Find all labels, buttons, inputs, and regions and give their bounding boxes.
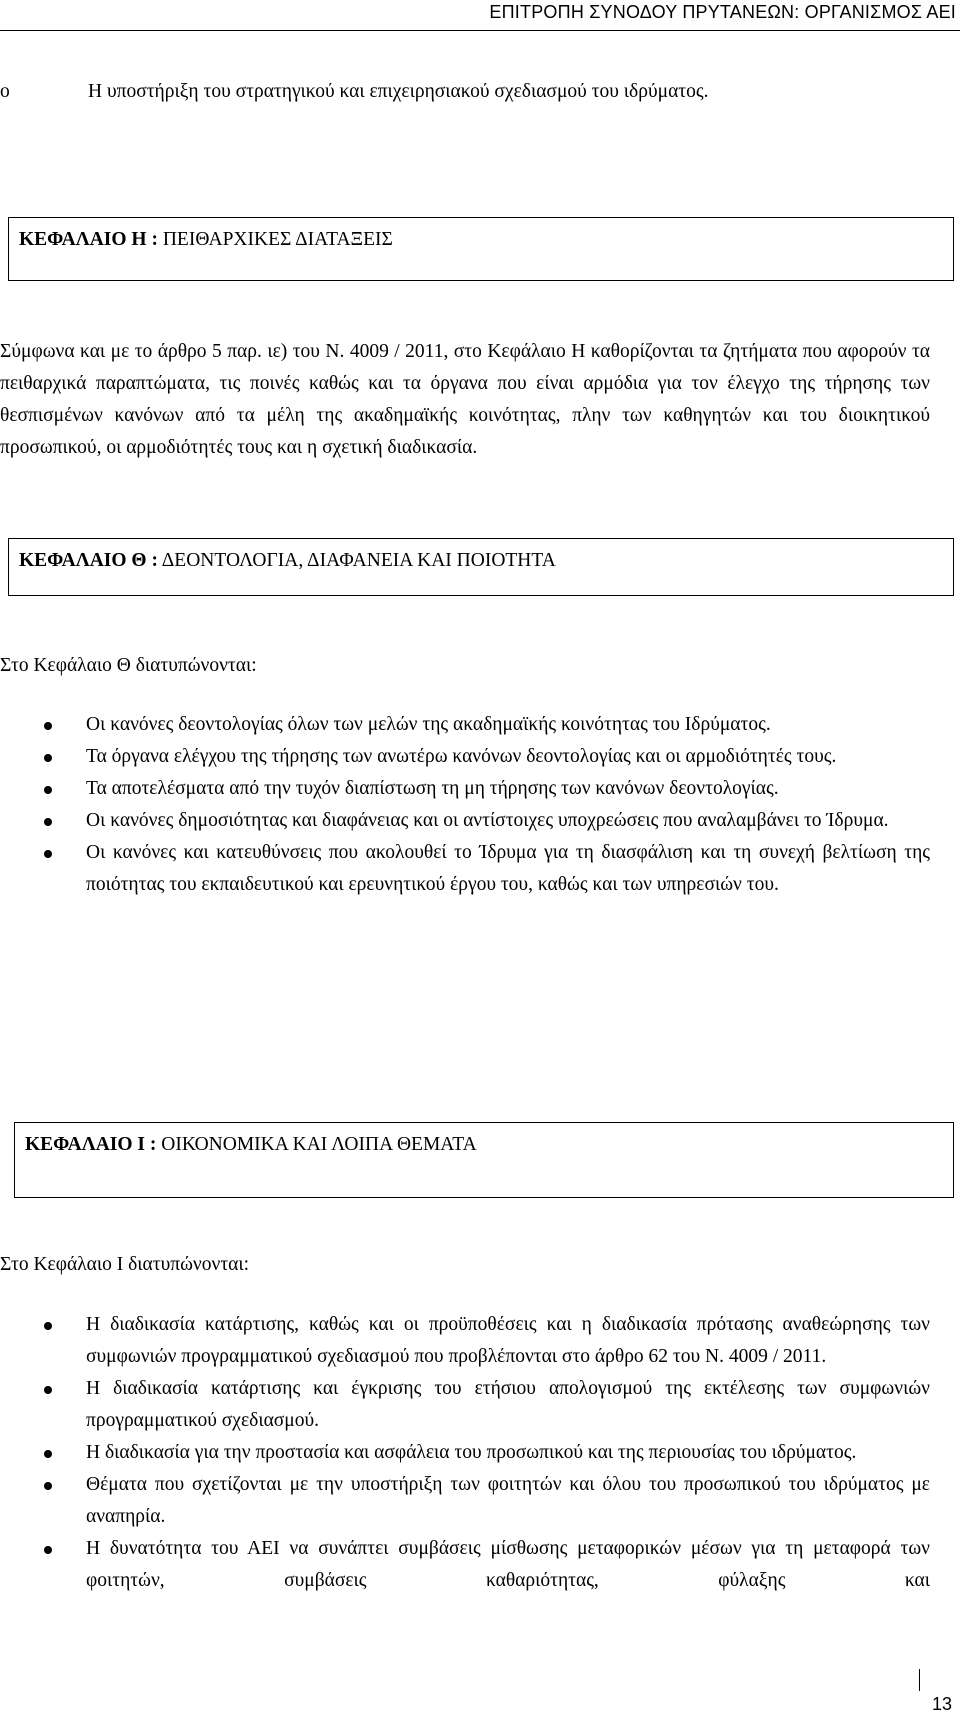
bullet-icon	[0, 1437, 86, 1469]
bullet-icon	[0, 741, 86, 773]
header-rule	[0, 30, 960, 31]
list-item: Η δυνατότητα του ΑΕΙ να συνάπτει συμβάσεις μίσθωσης μεταφορικών μέσων για τη μεταφορά των φοιτητών, συμβάσεις καθαριότητας, φύλαξης και	[0, 1533, 930, 1597]
bullet-icon	[0, 773, 86, 805]
bullet-icon	[0, 1533, 86, 1597]
chapter-i-intro: Στο Κεφάλαιο Ι διατυπώνονται:	[0, 1254, 250, 1275]
list-item: Η διαδικασία για την προστασία και ασφάλεια του προσωπικού και της περιουσίας του ιδρύματος.	[0, 1437, 930, 1469]
list-item: Θέματα που σχετίζονται με την υποστήριξη των φοιτητών και όλου του προσωπικού του ιδρύματος με αναπηρία.	[0, 1469, 930, 1533]
list-item: Οι κανόνες και κατευθύνσεις που ακολουθεί το Ίδρυμα για τη διασφάλιση και τη συνεχή βελτίωση της ποιότητας του εκπαιδευτικού και ερευνητικού έργου του, καθώς και των υπηρεσιών του.	[0, 837, 930, 901]
bullet-icon	[0, 837, 86, 901]
list-item: Οι κανόνες δεοντολογίας όλων των μελών της ακαδημαϊκής κοινότητας του Ιδρύματος.	[0, 709, 930, 741]
chapter-h-title: ΠΕΙΘΑΡΧΙΚΕΣ ΔΙΑΤΑΞΕΙΣ	[157, 229, 393, 250]
chapter-th-heading-box	[8, 538, 954, 596]
chapter-h-paragraph: Σύμφωνα και με το άρθρο 5 παρ. ιε) του Ν. 4009 / 2011, στο Κεφάλαιο Η καθορίζονται τα ζητήματα που αφορούν τα πειθαρχικά παραπτώματα, τις ποινές καθώς και τα όργανα που είναι αρμόδια για τον έλεγχο της τήρησης των θεσπισμένων κανόνων από τα μέλη της ακαδημαϊκής κοινότητας, πλην των καθηγητών και του διοικητικού προσωπικού, οι αρμοδιότητές τους και η σχετική διαδικασία.	[0, 341, 930, 458]
list-marker: o	[0, 81, 10, 102]
bullet-icon	[0, 1309, 86, 1373]
top-list-item	[0, 76, 930, 108]
chapter-th-label: ΚΕΦΑΛΑΙΟ Θ :	[19, 550, 158, 571]
chapter-h-label: ΚΕΦΑΛΑΙΟ Η :	[19, 229, 158, 250]
running-header: ΕΠΙΤΡΟΠΗ ΣΥΝΟΔΟΥ ΠΡΥΤΑΝΕΩΝ: ΟΡΓΑΝΙΣΜΟΣ ΑΕΙ	[489, 2, 956, 22]
list-item: Η διαδικασία κατάρτισης, καθώς και οι προϋποθέσεις και η διαδικασία πρότασης αναθεώρησης των συμφωνιών προγραμματικού σχεδιασμού που προβλέπονται στο άρθρο 62 του Ν. 4009 / 2011.	[0, 1309, 930, 1373]
page-number-rule	[919, 1669, 960, 1691]
chapter-h-heading-box	[8, 217, 954, 281]
list-item: Η διαδικασία κατάρτισης και έγκρισης του ετήσιου απολογισμού της εκτέλεσης των συμφωνιών προγραμματικού σχεδιασμού.	[0, 1373, 930, 1437]
bullet-icon	[0, 1469, 86, 1533]
list-item: Τα αποτελέσματα από την τυχόν διαπίστωση τη μη τήρησης των κανόνων δεοντολογίας.	[0, 773, 930, 805]
chapter-i-list	[0, 1309, 930, 1597]
list-item-text: Η υποστήριξη του στρατηγικού και επιχειρησιακού σχεδιασμού του ιδρύματος.	[88, 81, 709, 102]
chapter-th-intro: Στο Κεφάλαιο Θ διατυπώνονται:	[0, 655, 257, 676]
chapter-th-list	[0, 709, 930, 901]
chapter-i-heading-box	[14, 1122, 954, 1198]
list-item: Τα όργανα ελέγχου της τήρησης των ανωτέρω κανόνων δεοντολογίας και οι αρμοδιότητές τους.	[0, 741, 930, 773]
chapter-th-title: ΔΕΟΝΤΟΛΟΓΙΑ, ΔΙΑΦΑΝΕΙΑ ΚΑΙ ΠΟΙΟΤΗΤΑ	[157, 550, 556, 571]
bullet-icon	[0, 1373, 86, 1437]
list-item: Οι κανόνες δημοσιότητας και διαφάνειας και οι αντίστοιχες υποχρεώσεις που αναλαμβάνει το Ίδρυμα.	[0, 805, 930, 837]
page-number: 13	[931, 1694, 952, 1714]
chapter-i-label: ΚΕΦΑΛΑΙΟ Ι :	[25, 1134, 157, 1155]
chapter-i-title: ΟΙΚΟΝΟΜΙΚΑ ΚΑΙ ΛΟΙΠΑ ΘΕΜΑΤΑ	[156, 1134, 477, 1155]
bullet-icon	[0, 709, 86, 741]
bullet-icon	[0, 805, 86, 837]
